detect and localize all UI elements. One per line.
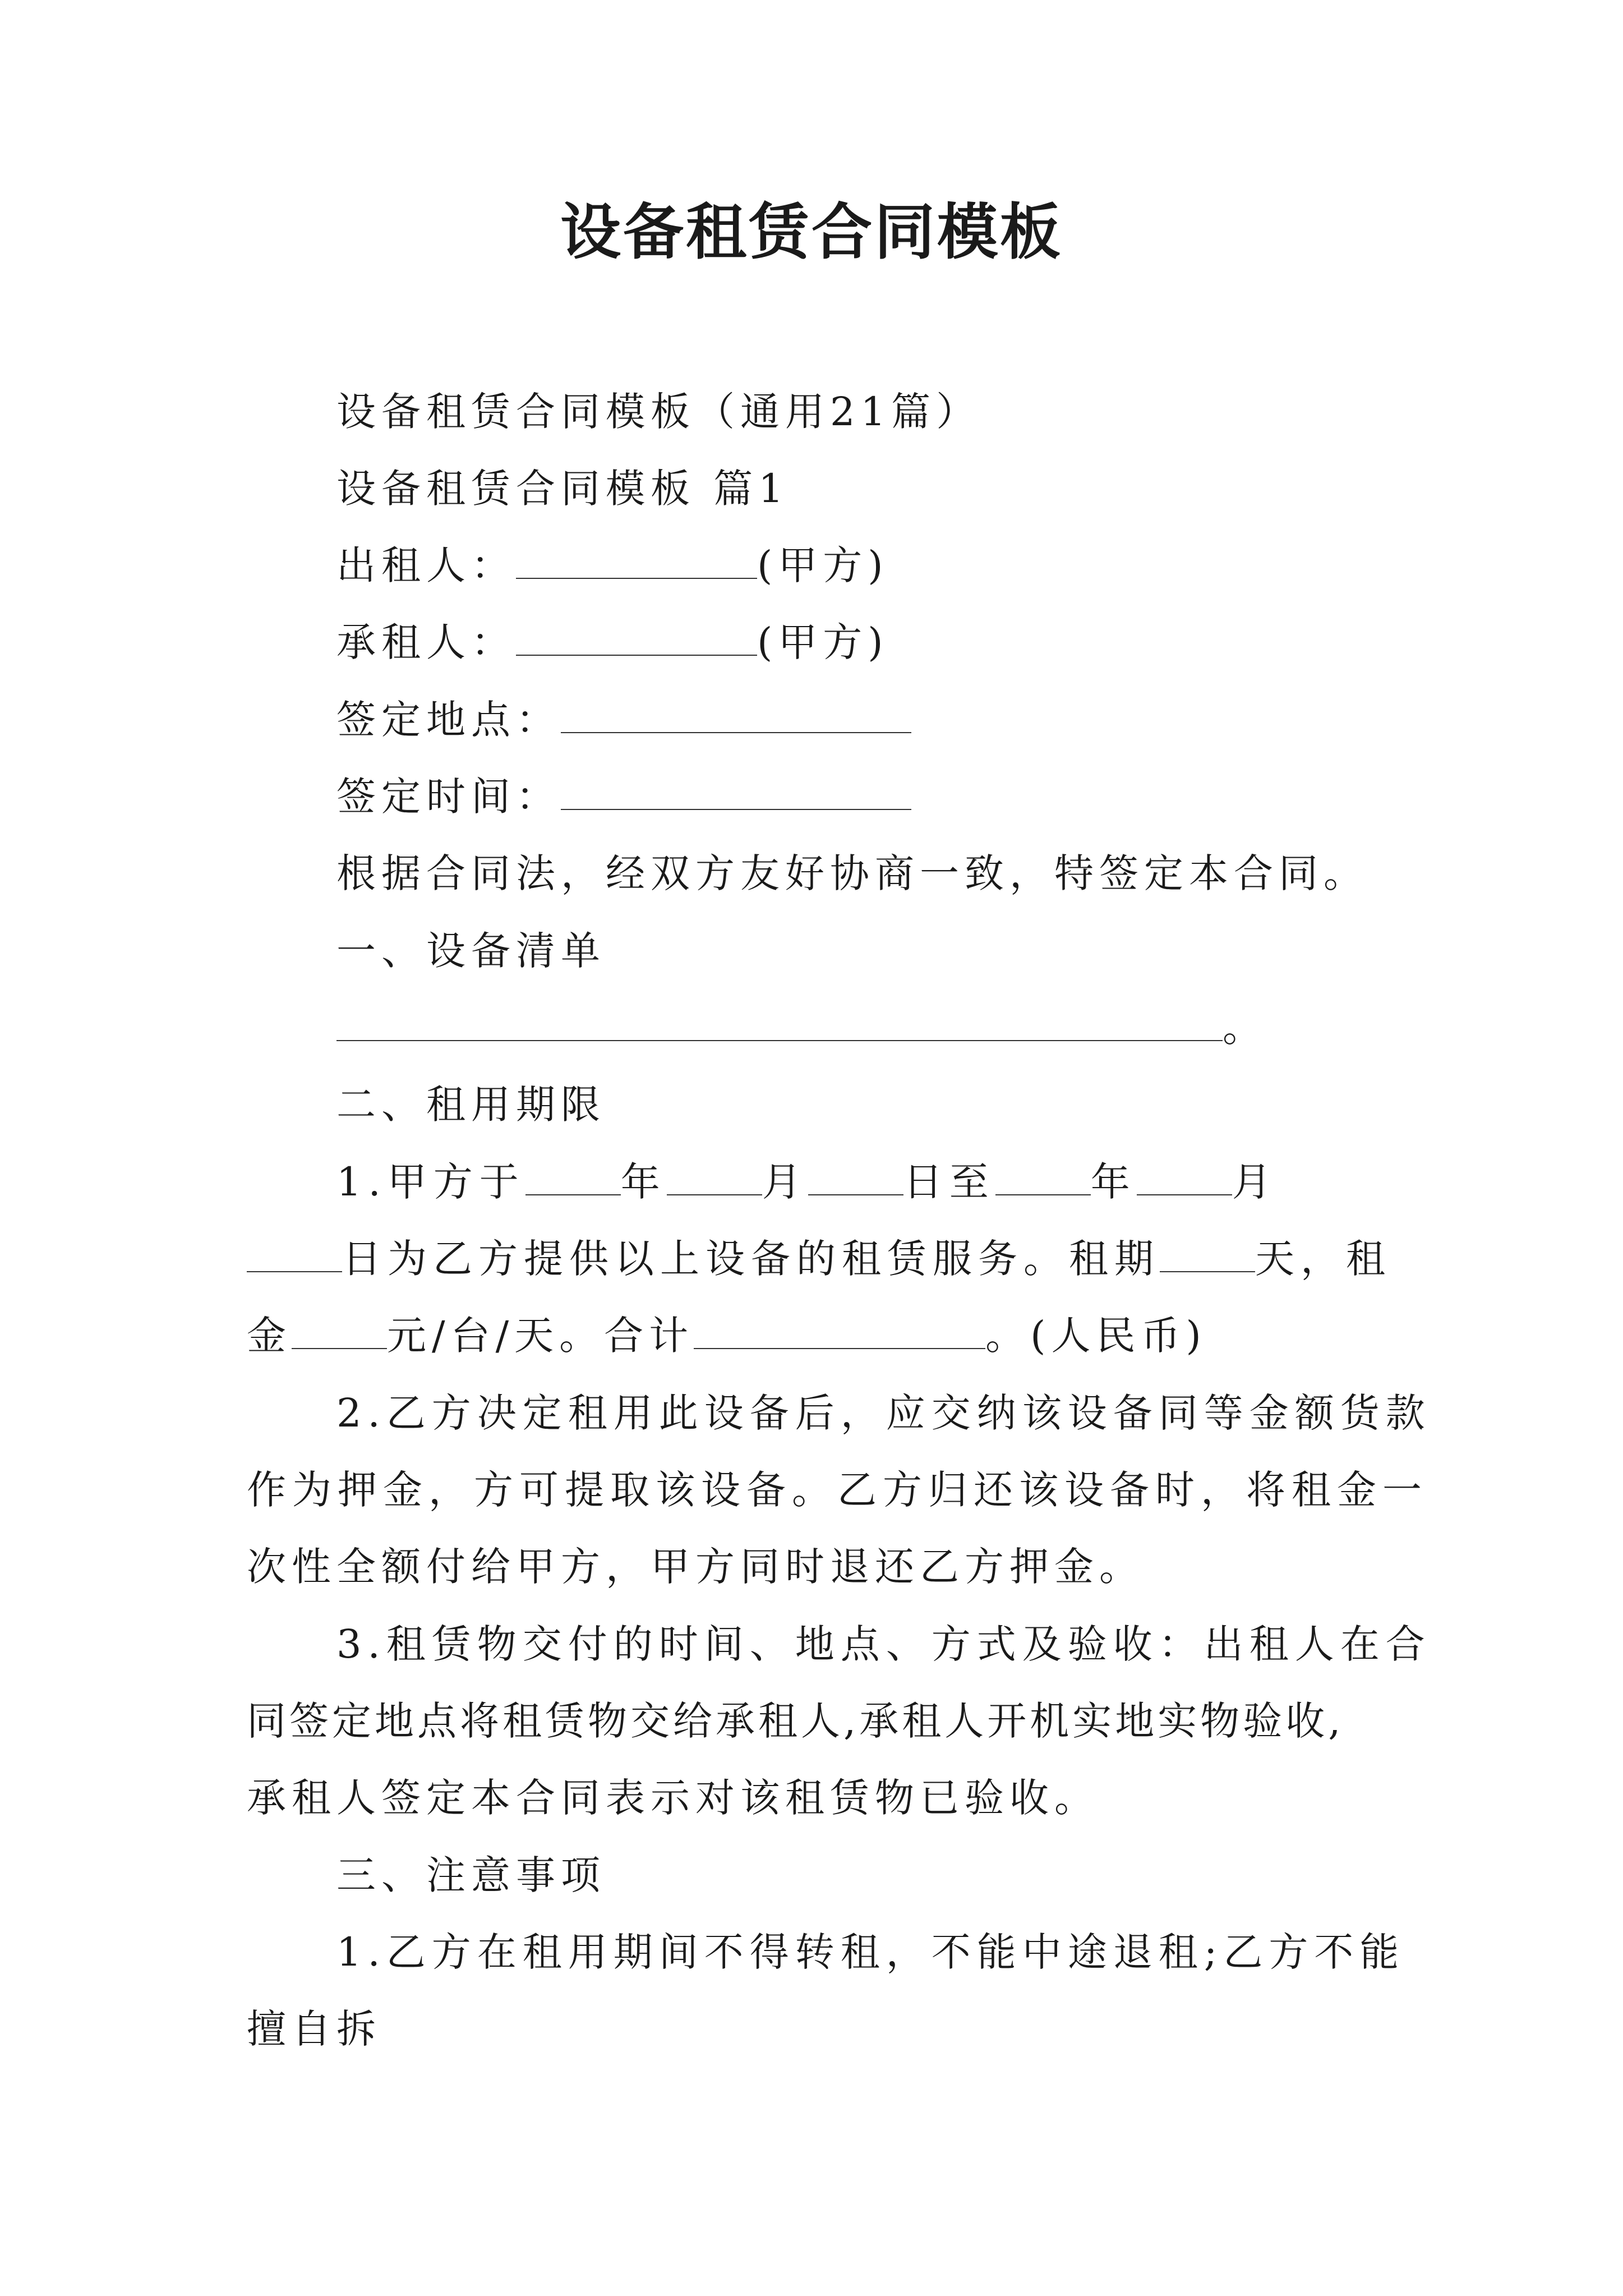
lessee-label: 承租人：	[336, 619, 516, 665]
lessee-blank	[516, 620, 757, 656]
equipment-list-line	[336, 1000, 1267, 1056]
intro-paragraph: 根据合同法，经双方友好协商一致，特签定本合同。	[336, 850, 1368, 896]
s2-p3-line1: 3.租赁物交付的时间、地点、方式及验收：出租人在合	[336, 1621, 1431, 1667]
rent-rate-blank	[292, 1313, 387, 1349]
s2-p2-line3: 次性全额付给甲方，甲方同时退还乙方押金。	[247, 1544, 1144, 1590]
s2-p3-line3: 承租人签定本合同表示对该租赁物已验收。	[247, 1775, 1099, 1821]
s3-p1-line2: 擅自拆	[247, 2006, 381, 2052]
equipment-list-blank	[336, 1005, 1223, 1041]
total-amount-blank	[694, 1313, 985, 1349]
s2-p1-day-to: 日至	[903, 1159, 995, 1205]
lessee-suffix: (甲方)	[757, 619, 889, 665]
s2-p1-line3	[247, 1308, 1207, 1364]
sign-time-label: 签定时间：	[336, 774, 561, 820]
lessor-blank	[516, 543, 757, 579]
s2-p1-year2: 年	[1090, 1159, 1137, 1205]
start-month-blank	[667, 1159, 762, 1195]
lease-days-blank	[1160, 1236, 1255, 1272]
sign-time-line	[336, 769, 911, 825]
s2-p1-text-e: 元/台/天。合计	[387, 1313, 694, 1359]
end-day-blank	[247, 1236, 342, 1272]
end-month-blank	[1137, 1159, 1232, 1195]
sign-place-label: 签定地点：	[336, 697, 561, 743]
lessor-label: 出租人：	[336, 542, 516, 588]
s2-p1-text-b: 日为乙方提供以上设备的租赁服务。租期	[342, 1236, 1160, 1282]
document-subtitle: 设备租赁合同模板（通用21篇）	[336, 389, 981, 435]
sign-place-line	[336, 692, 911, 748]
start-year-blank	[525, 1159, 621, 1195]
s2-p1-text-a: 1.甲方于	[336, 1159, 525, 1205]
section2-title: 二、租用期限	[336, 1082, 606, 1128]
s2-p2-line1: 2.乙方决定租用此设备后，应交纳该设备同等金额货款	[336, 1390, 1431, 1436]
lessor-line	[336, 537, 889, 593]
end-year-blank	[995, 1159, 1091, 1195]
start-day-blank	[808, 1159, 903, 1195]
s2-p1-month1: 月	[762, 1159, 808, 1205]
s2-p1-text-c: 天，租	[1255, 1236, 1391, 1282]
equipment-list-end: 。	[1223, 1005, 1267, 1051]
s2-p2-line2: 作为押金，方可提取该设备。乙方归还该设备时，将租金一	[247, 1467, 1428, 1513]
s2-p1-month2: 月	[1232, 1159, 1278, 1205]
document-title: 设备租赁合同模板	[560, 197, 1063, 268]
s2-p1-year1: 年	[620, 1159, 667, 1205]
sign-time-blank	[561, 774, 911, 810]
s2-p3-line2: 同签定地点将租赁物交给承租人,承租人开机实地实物验收,	[247, 1698, 1344, 1744]
sign-place-blank	[561, 697, 911, 733]
s2-p1-text-f: 。(人民币)	[985, 1313, 1207, 1359]
s3-p1-line1: 1.乙方在租用期间不得转租，不能中途退租;乙方不能	[336, 1929, 1405, 1975]
s2-p1-line1	[336, 1154, 1278, 1210]
s2-p1-text-d: 金	[247, 1313, 292, 1359]
section3-title: 三、注意事项	[336, 1852, 606, 1898]
s2-p1-line2	[247, 1231, 1391, 1287]
section1-title: 一、设备清单	[336, 928, 606, 974]
lessee-line	[336, 614, 889, 670]
lessor-suffix: (甲方)	[757, 542, 889, 588]
part-heading: 设备租赁合同模板 篇1	[336, 466, 789, 512]
